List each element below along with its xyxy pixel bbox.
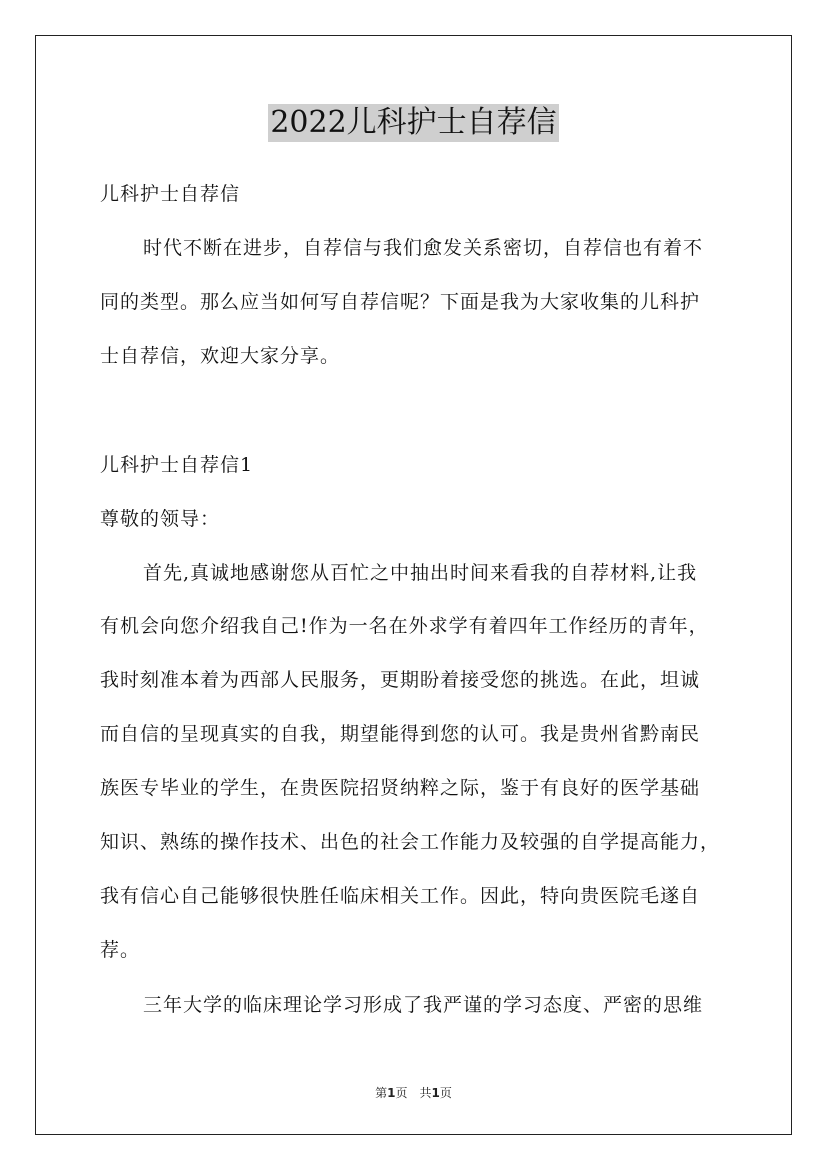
intro-line: 时代不断在进步，自荐信与我们愈发关系密切，自荐信也有着不 (143, 237, 704, 259)
body-line: 三年大学的临床理论学习形成了我严谨的学习态度、严密的思维 (143, 994, 704, 1016)
page-footer (0, 1084, 827, 1101)
salutation: 尊敬的领导： (100, 508, 221, 530)
intro-line: 同的类型。那么应当如何写自荐信呢？下面是我为大家收集的儿科护 (100, 291, 701, 313)
body-line: 知识、熟练的操作技术、出色的社会工作能力及较强的自学提高能力， (100, 831, 721, 853)
body-line: 首先,真诚地感谢您从百忙之中抽出时间来看我的自荐材料,让我 (143, 562, 698, 584)
footer-total-pages: 1 (431, 1086, 440, 1100)
footer-page-number: 1 (387, 1086, 396, 1100)
document-title: 2022儿科护士自荐信 (270, 105, 557, 140)
section-title: 儿科护士自荐信1 (100, 454, 254, 476)
title-container (0, 104, 827, 142)
body-line: 有机会向您介绍我自己!作为一名在外求学有着四年工作经历的青年， (100, 615, 709, 637)
body-line: 而自信的呈现真实的自我，期望能得到您的认可。我是贵州省黔南民 (100, 723, 701, 745)
body-line: 我有信心自己能够很快胜任临床相关工作。因此，特向贵医院毛遂自 (100, 885, 701, 907)
body-line: 荐。 (100, 939, 141, 961)
body-line: 族医专毕业的学生，在贵医院招贤纳粹之际，鉴于有良好的医学基础 (100, 777, 701, 799)
footer-prefix: 第 (375, 1086, 388, 1100)
footer-suffix: 页 (439, 1086, 452, 1100)
body-line: 我时刻准本着为西部人民服务，更期盼着接受您的挑选。在此，坦诚 (100, 669, 701, 691)
footer-mid: 页 共 (395, 1086, 432, 1100)
intro-line: 士自荐信，欢迎大家分享。 (100, 345, 341, 367)
heading: 儿科护士自荐信 (100, 183, 241, 205)
